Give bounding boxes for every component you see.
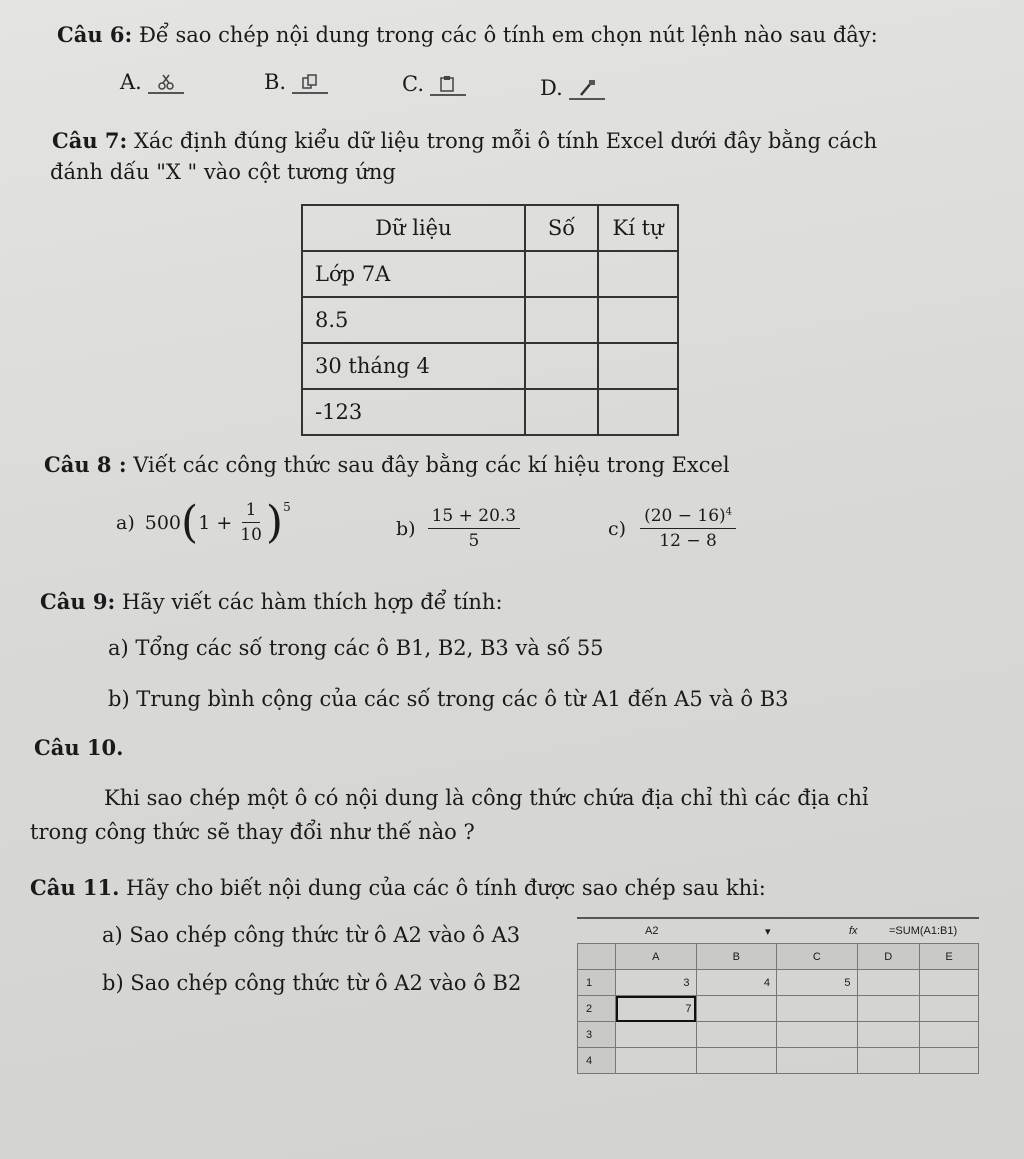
sheet-cell [857,1022,919,1048]
sheet-cell [919,996,978,1022]
table-cell [525,297,598,343]
row-header: 1 [578,970,616,996]
column-header: E [919,944,978,970]
sheet-cell [857,996,919,1022]
table-cell [598,251,678,297]
formula-content: =SUM(A1:B1) [889,925,958,937]
q8-text: Câu 8 : Viết các công thức sau đây bằng các kí hiệu trong Excel [44,452,730,477]
sheet-cell [696,1048,777,1074]
sheet-cell [777,996,858,1022]
table-cell [598,389,678,435]
sheet-cell [616,1022,697,1048]
q11-item-a: a) Sao chép công thức từ ô A2 vào ô A3 [102,923,521,947]
column-header: D [857,944,919,970]
table-cell: 8.5 [302,297,525,343]
copy-icon [292,74,328,94]
chevron-down-icon: ▾ [765,925,771,938]
sheet-cell [696,996,777,1022]
formula-coefficient: 500 [144,511,182,534]
column-header: A [616,944,697,970]
q9-item-a: a) Tổng các số trong các ô B1, B2, B3 và số 55 [108,636,604,660]
sheet-cell [919,1022,978,1048]
sheet-cell [919,1048,978,1074]
column-header: C [777,944,858,970]
spreadsheet-snippet [577,917,979,1074]
row-header: 4 [578,1048,616,1074]
sheet-cell: 5 [777,970,858,996]
sheet-row [578,996,979,1022]
sheet-cell [696,1022,777,1048]
q6-option-d: D. [540,76,605,100]
row-header: 3 [578,1022,616,1048]
paste-icon [430,76,466,96]
name-box: A2 [645,925,659,937]
formula-term: 1 + [198,511,233,534]
sheet-cell [857,1048,919,1074]
q9-item-b: b) Trung bình cộng của các số trong các ô từ A1 đến A5 và ô B3 [108,687,789,711]
sheet-cell [777,1022,858,1048]
table-row [302,251,678,297]
sheet-cell [857,970,919,996]
sheet-row [578,970,979,996]
table-cell: -123 [302,389,525,435]
sheet-grid [577,943,979,1074]
q6-option-c: C. [402,72,466,96]
table-header-row [302,205,678,251]
sheet-cell: 3 [616,970,697,996]
sheet-cell: 4 [696,970,777,996]
column-header-row [578,944,979,970]
data-type-table [301,204,679,436]
formula-bar [577,917,979,943]
q6-option-b: B. [264,70,328,94]
sheet-row [578,1022,979,1048]
table-header: Số [525,205,598,251]
table-cell: 30 tháng 4 [302,343,525,389]
fraction: $\frac{1}{10}$ [240,500,262,545]
q10-line2: trong công thức sẽ thay đổi như thế nào ? [30,820,475,844]
table-cell [525,251,598,297]
q7-text-line2: đánh dấu "X " vào cột tương ứng [50,160,396,184]
formula-label: a) [116,511,135,534]
column-header: B [696,944,777,970]
fraction: $\frac{15 + 20.3}{5}$ [428,506,521,551]
q11-item-b: b) Sao chép công thức từ ô A2 vào ô B2 [102,971,522,995]
formula-label: c) [608,517,627,540]
q10-label: Câu 10. [34,735,124,760]
table-header: Kí tự [598,205,678,251]
table-row [302,343,678,389]
sheet-cell [616,1048,697,1074]
q10-line1: Khi sao chép một ô có nội dung là công thức chứa địa chỉ thì các địa chỉ [104,786,869,810]
q8-formula-c [608,506,736,551]
table-row [302,389,678,435]
q9-text: Câu 9: Hãy viết các hàm thích hợp để tính: [40,589,503,614]
q7-text-line1: Câu 7: Xác định đúng kiểu dữ liệu trong mỗi ô tính Excel dưới đây bằng cách [52,128,878,153]
exponent: 5 [283,500,291,514]
scissors-icon [148,74,184,94]
fx-icon: fx [849,925,858,937]
table-cell [598,297,678,343]
corner-cell [578,944,616,970]
table-cell [598,343,678,389]
table-cell: Lớp 7A [302,251,525,297]
format-painter-icon [569,80,605,100]
formula-label: b) [396,517,416,540]
q8-formula-a: a) 500 ( 1 + $\frac{1}{10}$ ) $^5$ [116,496,291,548]
fraction: $\frac{(20 - 16)^4}{12 - 8}$ [640,506,736,551]
q11-text: Câu 11. Hãy cho biết nội dung của các ô tính được sao chép sau khi: [30,875,766,900]
selected-cell: 7 [616,996,697,1022]
q6-option-a: A. [120,70,184,94]
table-cell [525,343,598,389]
table-header: Dữ liệu [302,205,525,251]
q6-text: Câu 6: Để sao chép nội dung trong các ô tính em chọn nút lệnh nào sau đây: [57,22,878,47]
q8-formula-b [396,506,520,551]
sheet-cell [919,970,978,996]
sheet-row [578,1048,979,1074]
row-header: 2 [578,996,616,1022]
table-row [302,297,678,343]
sheet-cell [777,1048,858,1074]
table-cell [525,389,598,435]
